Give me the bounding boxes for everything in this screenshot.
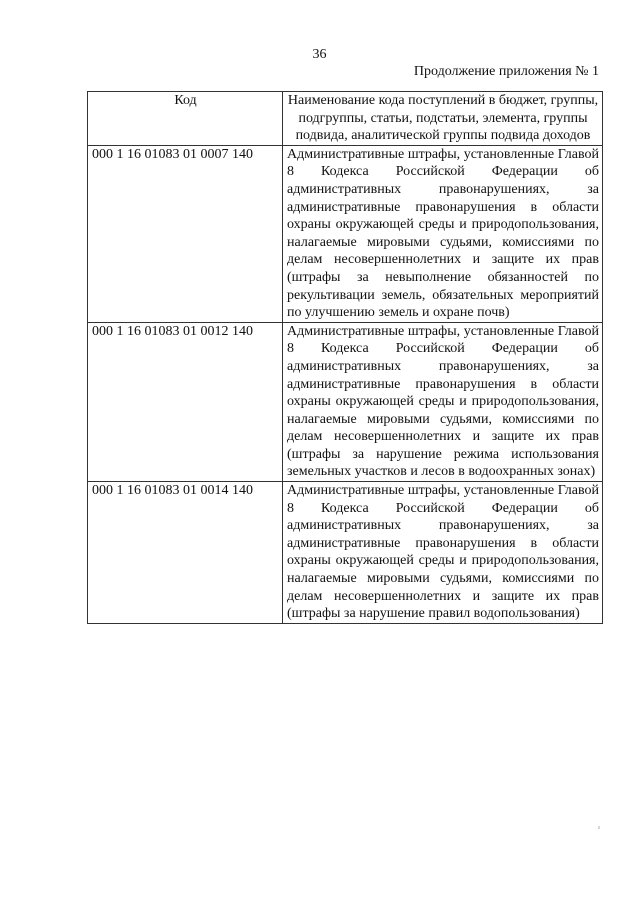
scan-speck xyxy=(598,826,600,829)
table-row xyxy=(88,482,603,624)
page-number: 36 xyxy=(312,47,327,62)
appendix-continuation-note: Продолжение приложения № 1 xyxy=(413,64,599,79)
row-name-cell: Административные штрафы, установленные Главой 8 Кодекса Российской Федерации об административных правонарушениях, за административные правонарушения в области охраны окружающей среды и природопользования, налагаемые мировыми судьями, комиссиями по делам несовершеннолетних и защите их прав (штрафы за нарушение режима использования земельных участков и лесов в водоохранных зонах) xyxy=(283,322,603,481)
column-header-name: Наименование кода поступлений в бюджет, группы, подгруппы, статьи, подстатьи, элемента, группы подвида, аналитической группы подвида доходов xyxy=(283,92,603,146)
table-header xyxy=(88,92,603,146)
row-code-cell: 000 1 16 01083 01 0012 140 xyxy=(88,322,283,481)
column-header-code: Код xyxy=(88,92,283,146)
table-body xyxy=(88,145,603,623)
row-code-cell: 000 1 16 01083 01 0014 140 xyxy=(88,482,283,624)
table-row xyxy=(88,322,603,481)
revenue-codes-table xyxy=(87,91,603,624)
row-code-cell: 000 1 16 01083 01 0007 140 xyxy=(88,145,283,322)
table-row xyxy=(88,145,603,322)
row-name-cell: Административные штрафы, установленные Главой 8 Кодекса Российской Федерации об административных правонарушениях, за административные правонарушения в области охраны окружающей среды и природопользования, налагаемые мировыми судьями, комиссиями по делам несовершеннолетних и защите их прав (штрафы за невыполнение обязанностей по рекультивации земель, обязательных мероприятий по улучшению земель и охране почв) xyxy=(283,145,603,322)
table-header-row xyxy=(88,92,603,146)
row-name-cell: Административные штрафы, установленные Главой 8 Кодекса Российской Федерации об административных правонарушениях, за административные правонарушения в области охраны окружающей среды и природопользования, налагаемые мировыми судьями, комиссиями по делам несовершеннолетних и защите их прав (штрафы за нарушение правил водопользования) xyxy=(283,482,603,624)
